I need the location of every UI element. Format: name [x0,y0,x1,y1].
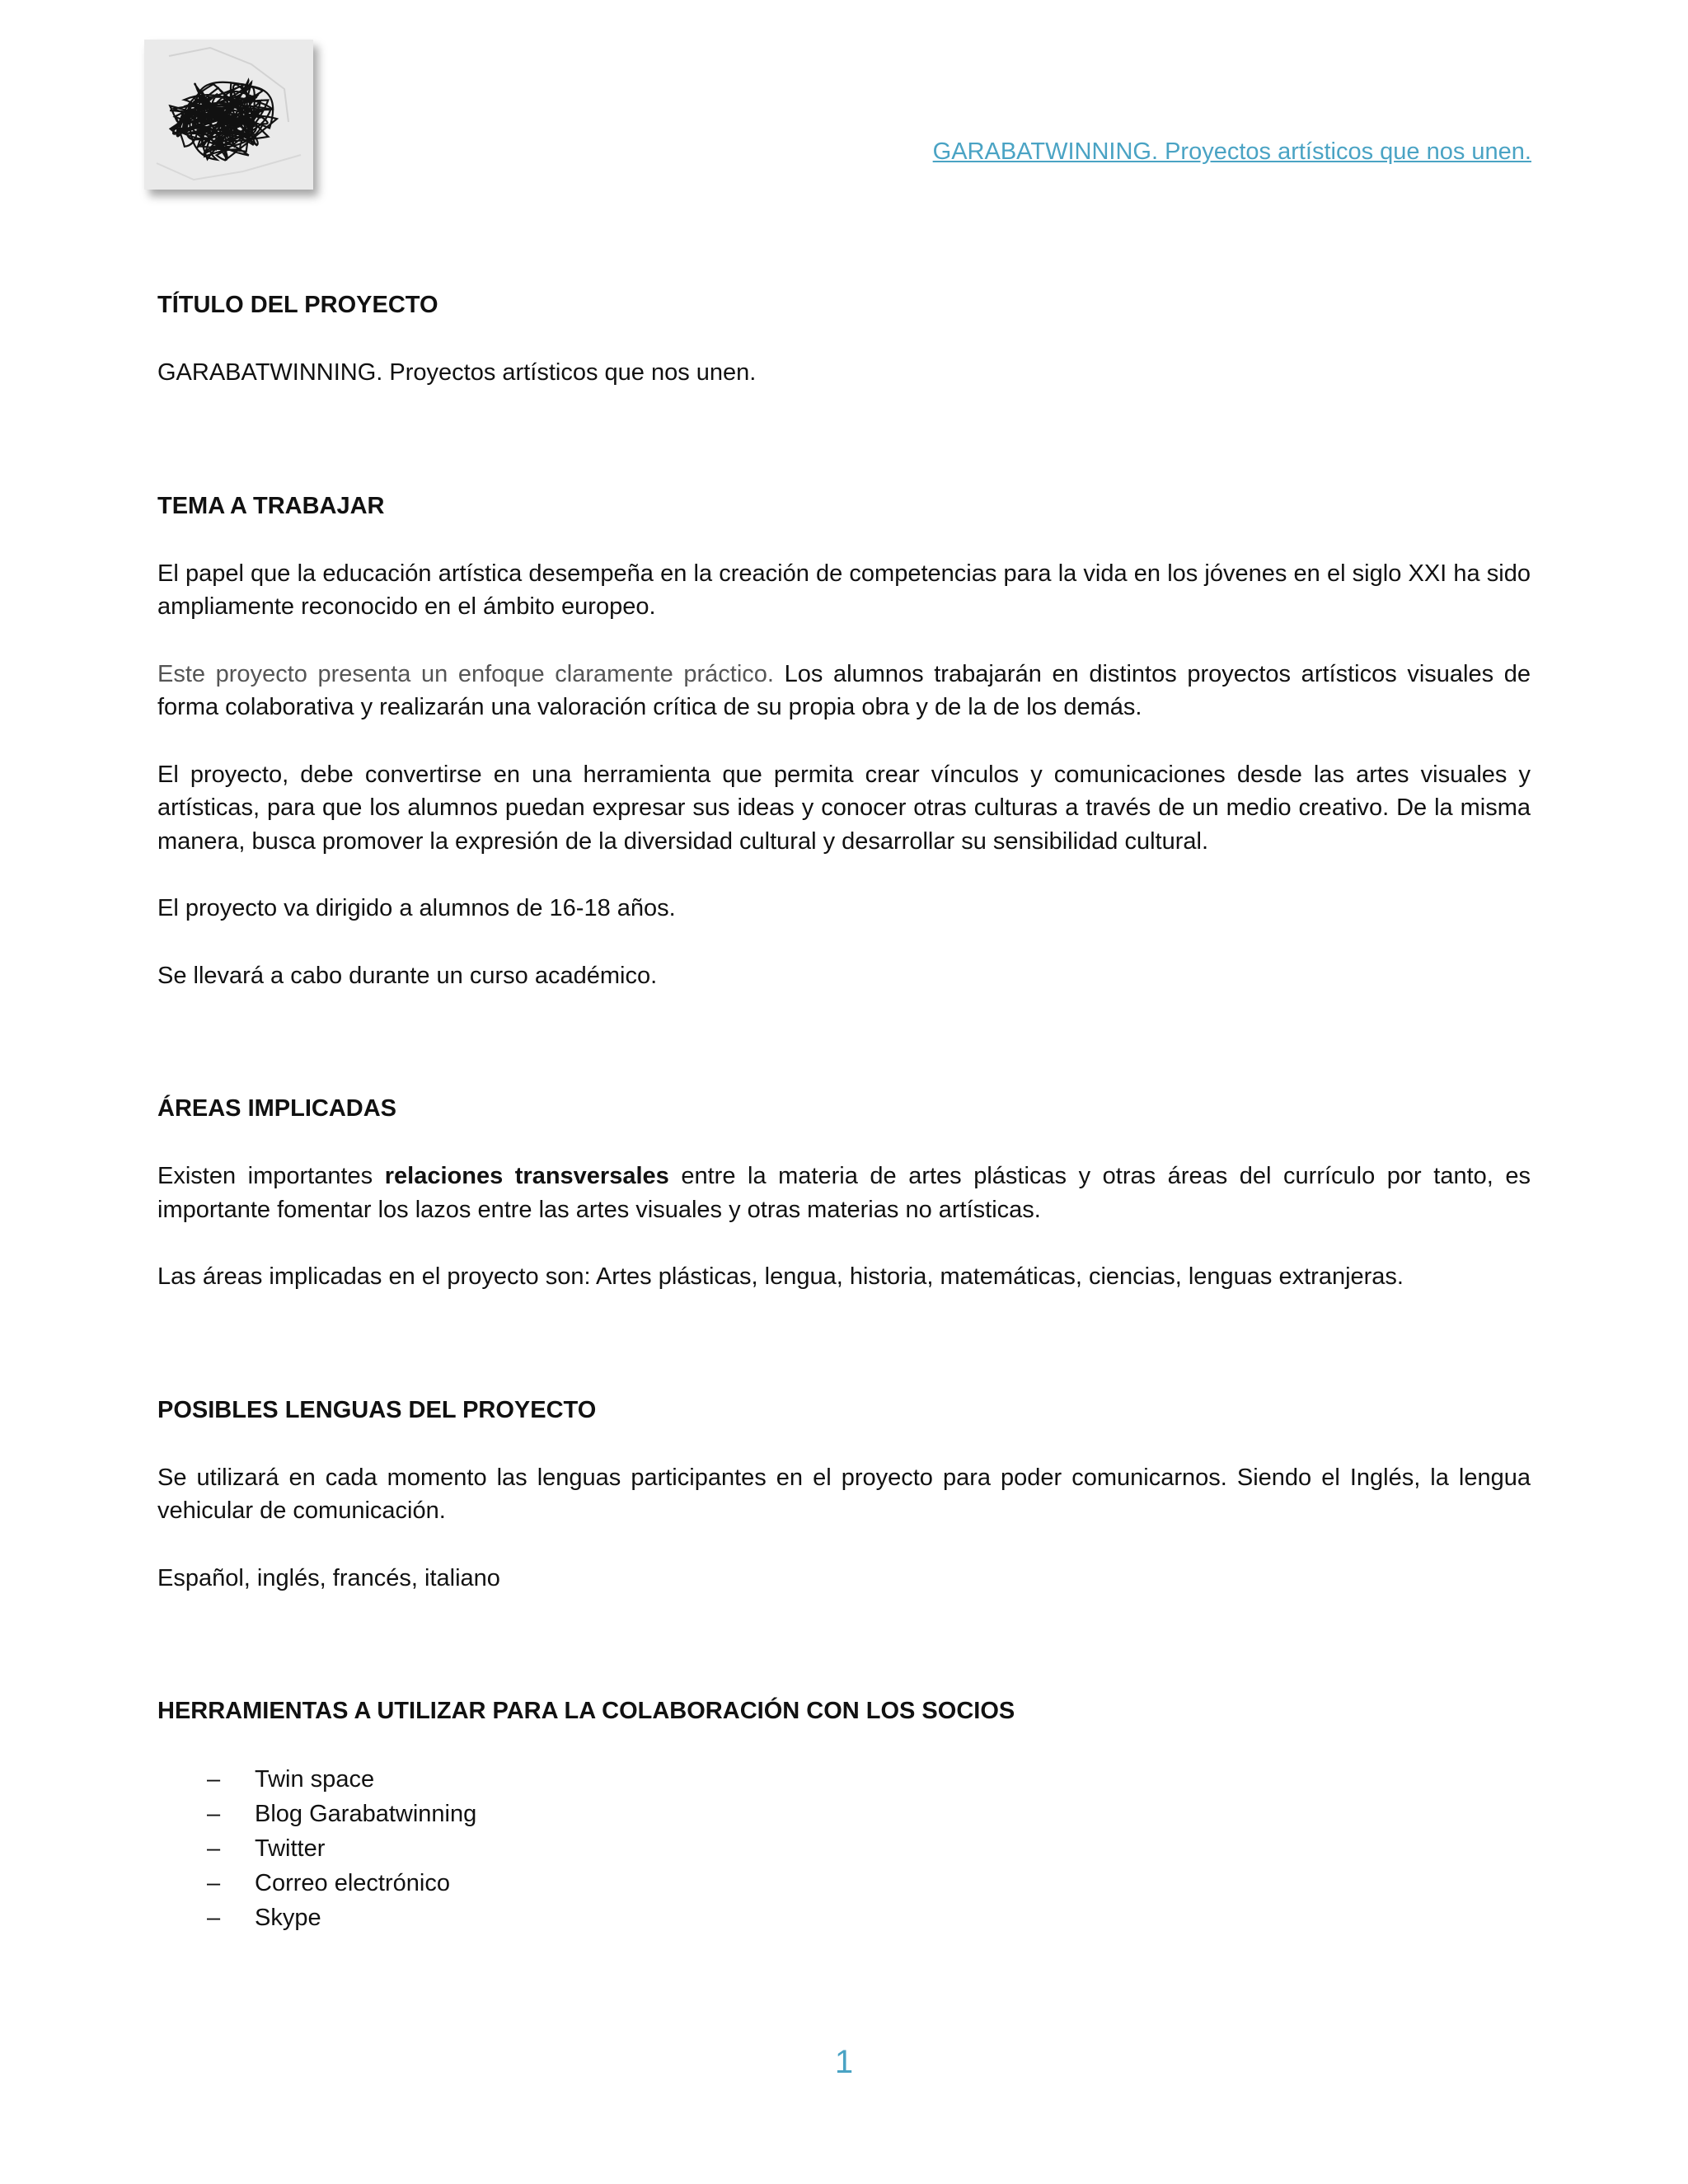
section-heading-lenguas: POSIBLES LENGUAS DEL PROYECTO [157,1396,597,1423]
dash-bullet: – [207,1766,221,1793]
document-body [157,288,1531,1935]
scribble-logo-graphic [144,40,313,190]
tema-paragraph-3: El proyecto, debe convertirse en una herramienta que permita crear vínculos y comunicaciones desde las artes visuales y artísticas, para que los alumnos puedan expresar sus ideas y conocer otras culturas a través de un medio creativo. De la misma manera, busca promover la expresión de la diversidad cultural y desarrollar su sensibilidad cultural. [157,761,1531,855]
list-item [207,1900,1531,1935]
list-item-label: Blog Garabatwinning [255,1801,477,1827]
list-item [207,1831,1531,1866]
tema-paragraph-2 [157,658,1531,724]
dash-bullet: – [207,1905,221,1931]
lenguas-paragraph-2: Español, inglés, francés, italiano [157,1564,500,1591]
lenguas-paragraph-1: Se utilizará en cada momento las lenguas participantes en el proyecto para poder comunicarnos. Siendo el Inglés, la lengua vehicular de comunicación. [157,1464,1531,1524]
scribble-logo-icon [144,40,313,190]
tema-paragraph-4: El proyecto va dirigido a alumnos de 16-18 años. [157,895,676,921]
section-heading-tema: TEMA A TRABAJAR [157,492,385,519]
list-item-label: Twin space [255,1766,375,1793]
areas-paragraph-2: Las áreas implicadas en el proyecto son: Artes plásticas, lengua, historia, matemáticas, ciencias, lenguas extranjeras. [157,1263,1404,1290]
list-item [207,1762,1531,1797]
tema-paragraph-5: Se llevará a cabo durante un curso académico. [157,962,658,989]
dash-bullet: – [207,1870,221,1896]
list-item [207,1797,1531,1831]
list-item-label: Twitter [255,1835,326,1862]
tema-paragraph-1: El papel que la educación artística desempeña en la creación de competencias para la vida en los jóvenes en el siglo XXI ha sido ampliamente reconocido en el ámbito europeo. [157,560,1531,620]
areas-paragraph-1-start: Existen importantes [157,1163,385,1189]
list-item-label: Correo electrónico [255,1870,450,1896]
list-item [207,1866,1531,1900]
section-heading-herramientas: HERRAMIENTAS A UTILIZAR PARA LA COLABORACIÓN CON LOS SOCIOS [157,1698,1015,1724]
dash-bullet: – [207,1835,221,1862]
tema-paragraph-2-rest: Los alumnos trabajarán en distintos proyectos artísticos visuales de forma colaborativa y realizarán una valoración crítica de su propia obra y de la de los demás. [157,660,1531,720]
areas-paragraph-1-bold: relaciones transversales [384,1163,669,1189]
page-number: 1 [834,2044,854,2080]
dash-bullet: – [207,1801,221,1827]
tools-list [157,1762,1531,1935]
list-item-label: Skype [255,1905,321,1931]
areas-paragraph-1 [157,1160,1531,1226]
project-title-text: GARABATWINNING. Proyectos artísticos que nos unen. [157,359,757,386]
areas-paragraph-1-end: entre la materia de artes plásticas y otras áreas del currículo por tanto, es importante fomentar los lazos entre las artes visuales y otras materias no artísticas. [157,1163,1531,1223]
section-heading-titulo: TÍTULO DEL PROYECTO [157,292,438,318]
section-heading-areas: ÁREAS IMPLICADAS [157,1095,397,1122]
header-project-link[interactable]: GARABATWINNING. Proyectos artísticos que nos unen. [932,138,1531,165]
tema-paragraph-2-gray: Este proyecto presenta un enfoque claramente práctico. [157,660,774,687]
